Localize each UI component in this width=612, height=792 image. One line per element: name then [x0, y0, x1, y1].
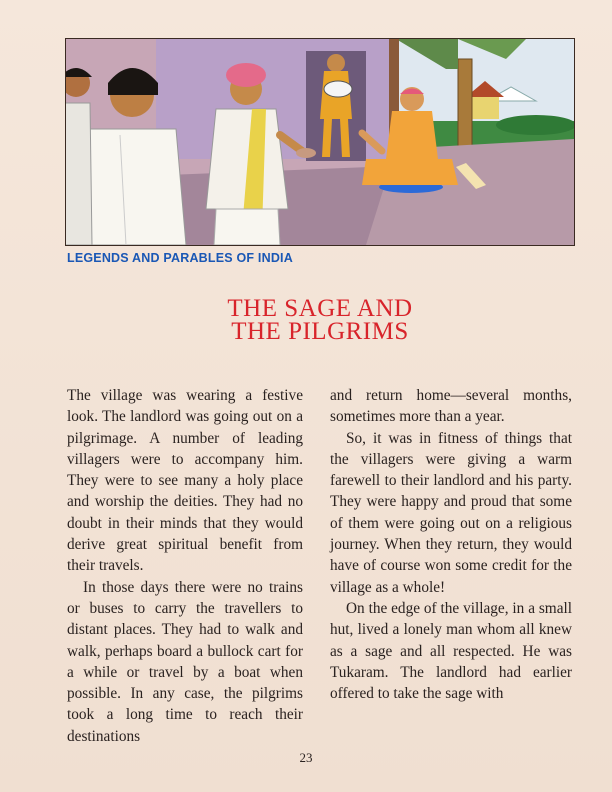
series-title: LEGENDS AND PARABLES OF INDIA: [67, 251, 293, 265]
left-column: [67, 385, 303, 747]
page-number: 23: [299, 750, 313, 765]
story-illustration: [65, 38, 575, 246]
story-title-line-2: THE PILGRIMS: [231, 318, 409, 345]
paragraph: In those days there were no trains or buses to carry the travellers to distant places. They had to walk and walk, perhaps board a bullock cart for a while or travel by a boat when possible. In any case, the pilgrims took a long time to reach their destinations: [67, 578, 303, 745]
paragraph: and return home—several months, sometimes more than a year.: [330, 387, 572, 426]
paragraph: The village was wearing a festive look. The landlord was going out on a pilgrimage. A number of leading villagers were to accompany him. They were to see many a holy place and worship the deities. They had no doubt in their minds that they would derive great spiritual benefit from their travels.: [67, 387, 303, 575]
right-column: [330, 385, 572, 704]
story-title-line-1: THE SAGE AND: [227, 295, 413, 322]
story-title: [150, 297, 490, 343]
paragraph: So, it was in fitness of things that the villagers were giving a warm farewell to their landlord and his party. They were happy and proud that some of them were going out on a religious journey. When they return, they would have of course won some credit for the village as a whole!: [330, 429, 572, 596]
paragraph: On the edge of the village, in a small hut, lived a lonely man whom all knew as a sage and all respected. He was Tukaram. The landlord had earlier offered to take the sage with: [330, 599, 572, 703]
